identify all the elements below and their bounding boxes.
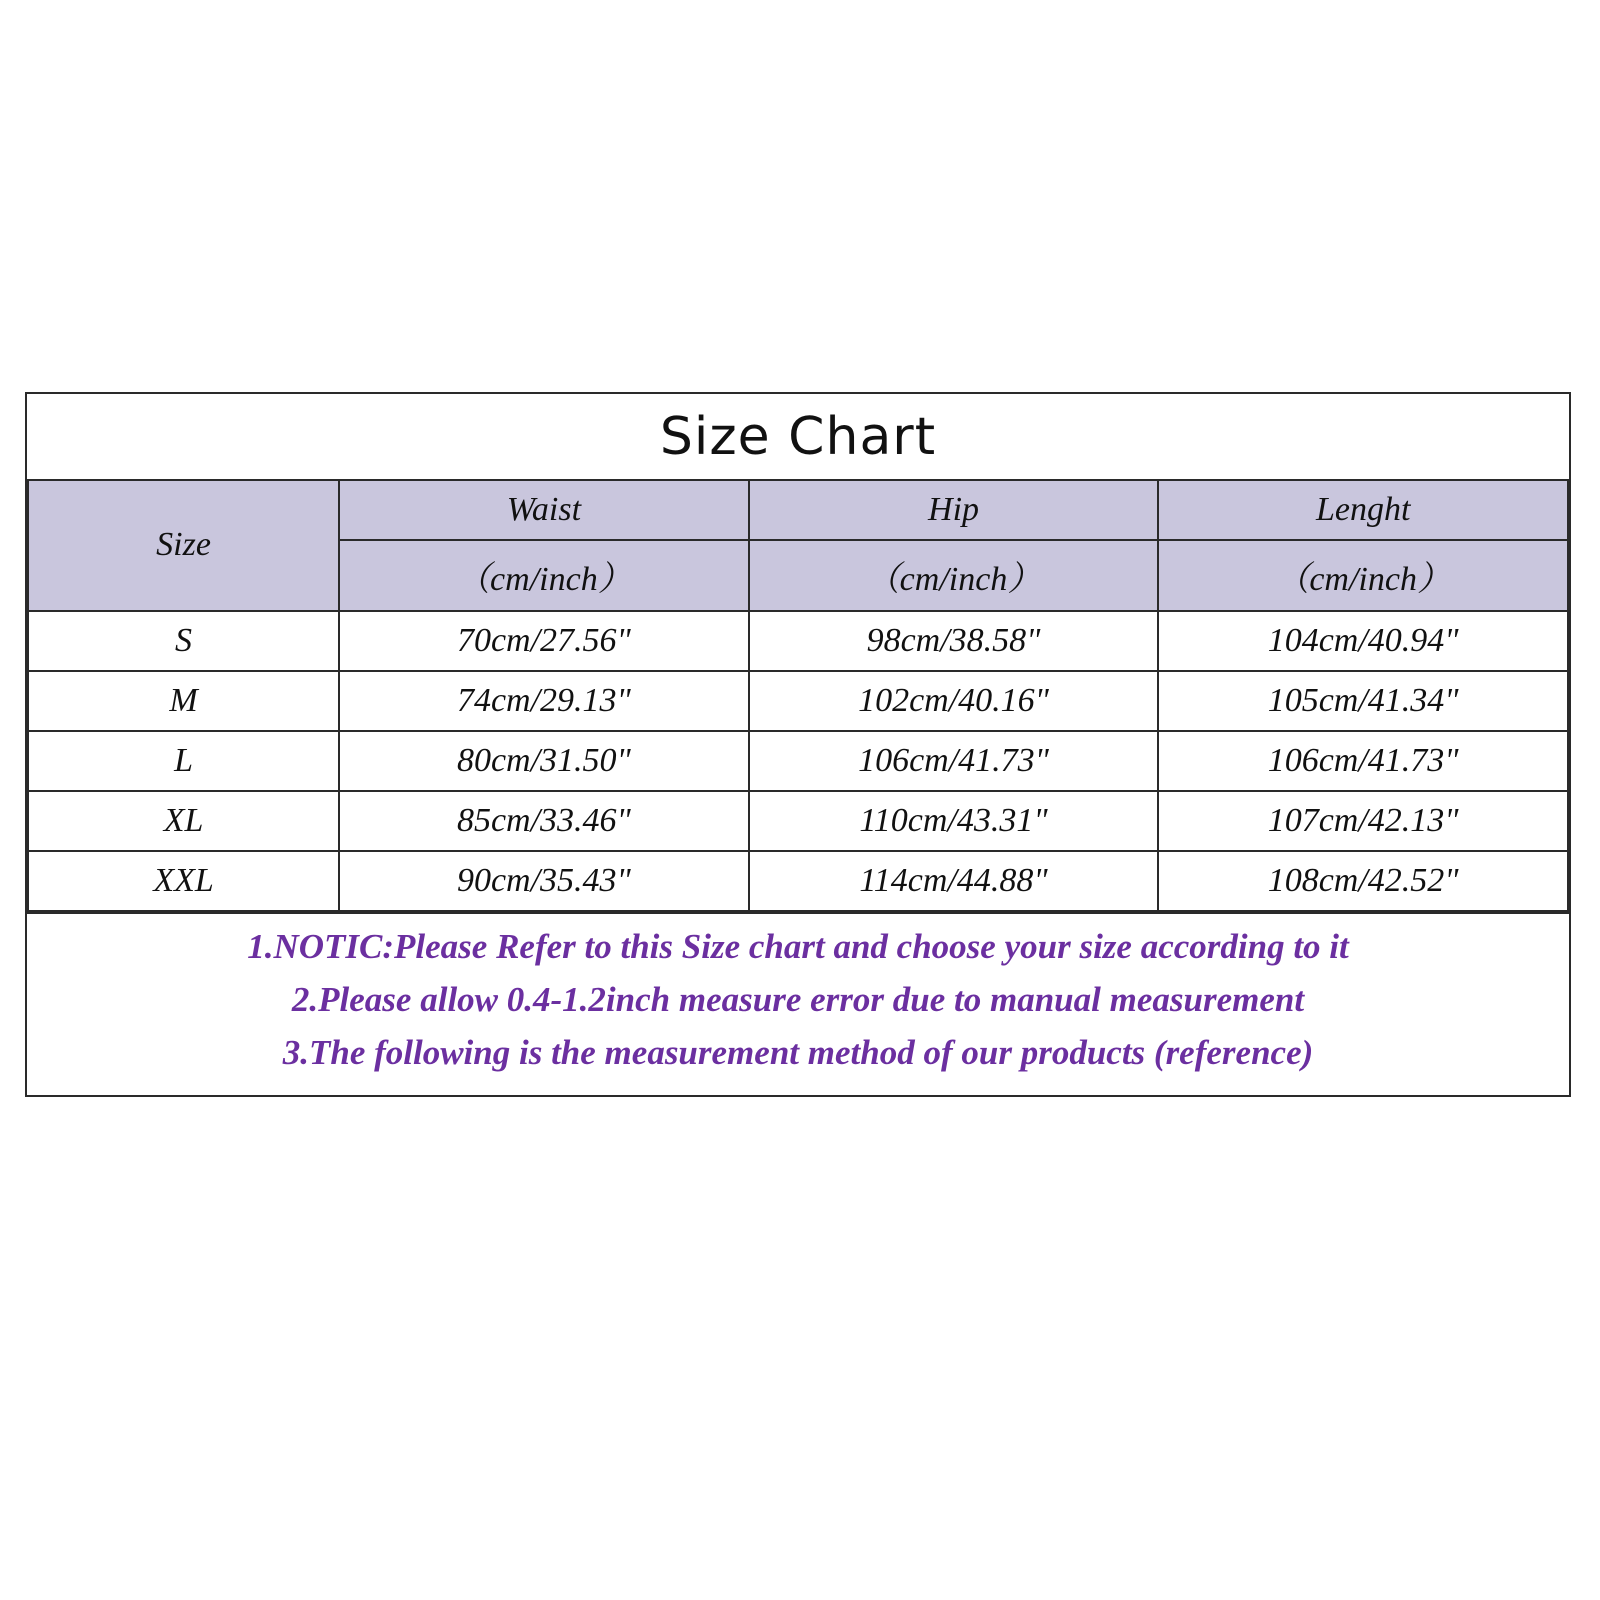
cell-waist: 70cm/27.56" [339, 611, 749, 671]
size-table [27, 479, 1569, 912]
table-header-row-primary [28, 480, 1568, 540]
cell-waist: 90cm/35.43" [339, 851, 749, 911]
column-header-size: Size [28, 480, 339, 611]
cell-size: XXL [28, 851, 339, 911]
cell-size: L [28, 731, 339, 791]
column-header-hip: Hip [749, 480, 1159, 540]
cell-size: M [28, 671, 339, 731]
table-row [28, 851, 1568, 911]
cell-length: 105cm/41.34" [1158, 671, 1568, 731]
cell-hip: 114cm/44.88" [749, 851, 1159, 911]
table-row [28, 791, 1568, 851]
table-row [28, 731, 1568, 791]
cell-hip: 98cm/38.58" [749, 611, 1159, 671]
note-line-2: 2.Please allow 0.4-1.2inch measure error due to manual measurement [291, 979, 1305, 1019]
cell-hip: 106cm/41.73" [749, 731, 1159, 791]
column-header-length: Lenght [1158, 480, 1568, 540]
column-unit-length: （cm/inch） [1158, 540, 1568, 611]
cell-size: S [28, 611, 339, 671]
notes-section [27, 912, 1569, 1096]
cell-waist: 74cm/29.13" [339, 671, 749, 731]
cell-length: 107cm/42.13" [1158, 791, 1568, 851]
table-row [28, 671, 1568, 731]
note-line-1: 1.NOTIC:Please Refer to this Size chart and choose your size according to it [247, 926, 1349, 966]
cell-length: 108cm/42.52" [1158, 851, 1568, 911]
cell-waist: 80cm/31.50" [339, 731, 749, 791]
cell-hip: 102cm/40.16" [749, 671, 1159, 731]
column-unit-waist: （cm/inch） [339, 540, 749, 611]
cell-length: 104cm/40.94" [1158, 611, 1568, 671]
table-row [28, 611, 1568, 671]
note-line-3: 3.The following is the measurement method of our products (reference) [282, 1032, 1314, 1072]
cell-size: XL [28, 791, 339, 851]
cell-length: 106cm/41.73" [1158, 731, 1568, 791]
page-title: Size Chart [659, 407, 937, 467]
cell-hip: 110cm/43.31" [749, 791, 1159, 851]
column-unit-hip: （cm/inch） [749, 540, 1159, 611]
column-header-waist: Waist [339, 480, 749, 540]
cell-waist: 85cm/33.46" [339, 791, 749, 851]
size-chart-container [25, 392, 1571, 1097]
